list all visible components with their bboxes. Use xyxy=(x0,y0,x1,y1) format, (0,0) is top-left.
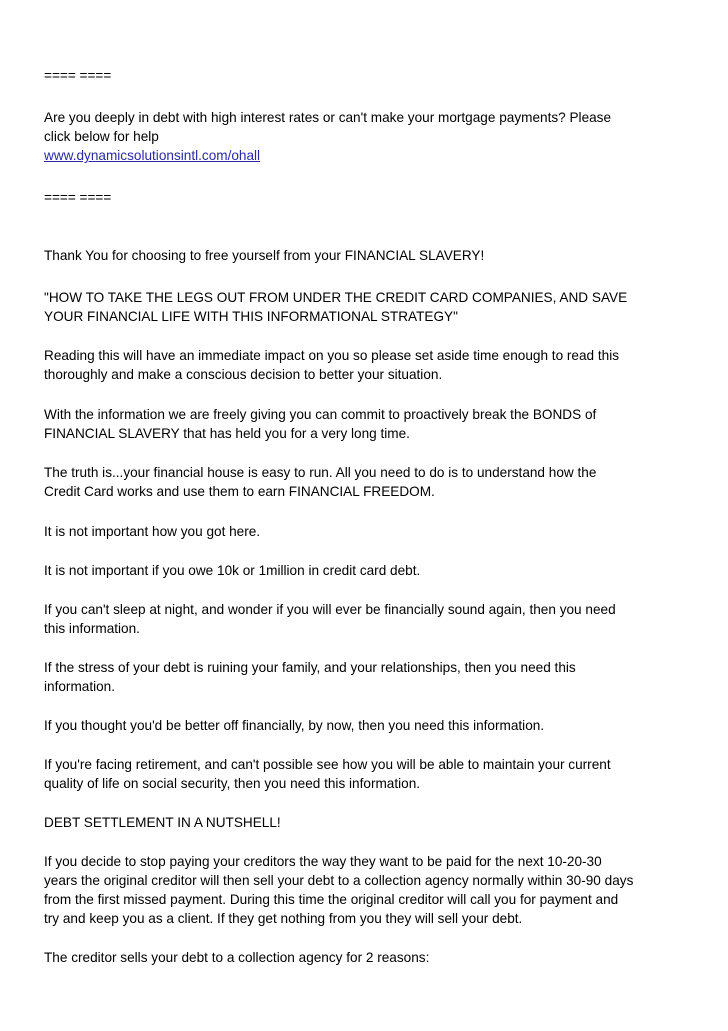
paragraph-1-line-2: thoroughly and make a conscious decision to better your situation. xyxy=(44,367,443,382)
paragraph-8: If you thought you'd be better off financially, by now, then you need this information. xyxy=(44,718,545,733)
headline-line-2: YOUR FINANCIAL LIFE WITH THIS INFORMATIONAL STRATEGY" xyxy=(44,309,458,324)
paragraph-10-line-1: If you decide to stop paying your creditors the way they want to be paid for the next 10-20-30 xyxy=(44,854,602,869)
help-link[interactable]: www.dynamicsolutionsintl.com/ohall xyxy=(44,148,261,163)
headline-line-1: "HOW TO TAKE THE LEGS OUT FROM UNDER THE CREDIT CARD COMPANIES, AND SAVE xyxy=(44,290,628,305)
paragraph-3-line-1: The truth is...your financial house is easy to run. All you need to do is to understand how the xyxy=(44,465,597,480)
paragraph-6-line-1: If you can't sleep at night, and wonder if you will ever be financially sound again, then you need xyxy=(44,602,616,617)
paragraph-11: The creditor sells your debt to a collection agency for 2 reasons: xyxy=(44,950,430,965)
paragraph-4: It is not important how you got here. xyxy=(44,524,261,539)
paragraph-7-line-1: If the stress of your debt is ruining your family, and your relationships, then you need this xyxy=(44,660,576,675)
paragraph-7-line-2: information. xyxy=(44,679,116,694)
separator-top: ==== ==== xyxy=(44,68,112,83)
paragraph-9-line-2: quality of life on social security, then you need this information. xyxy=(44,776,421,791)
paragraph-10-line-3: from the first missed payment. During this time the original creditor will call you for payment and xyxy=(44,892,619,907)
paragraph-10-line-2: years the original creditor will then sell your debt to a collection agency normally within 30-90 days xyxy=(44,873,634,888)
paragraph-3-line-2: Credit Card works and use them to earn FINANCIAL FREEDOM. xyxy=(44,484,435,499)
intro-text-line-1: Are you deeply in debt with high interest rates or can't make your mortgage payments? Please xyxy=(44,110,612,125)
section-heading: DEBT SETTLEMENT IN A NUTSHELL! xyxy=(44,815,281,830)
paragraph-2-line-1: With the information we are freely giving you can commit to proactively break the BONDS of xyxy=(44,407,597,422)
paragraph-9-line-1: If you're facing retirement, and can't possible see how you will be able to maintain your current xyxy=(44,757,611,772)
thank-you-text: Thank You for choosing to free yourself from your FINANCIAL SLAVERY! xyxy=(44,248,485,263)
paragraph-6-line-2: this information. xyxy=(44,621,140,636)
paragraph-2-line-2: FINANCIAL SLAVERY that has held you for a very long time. xyxy=(44,426,410,441)
intro-text-line-2: click below for help xyxy=(44,129,159,144)
separator-bottom: ==== ==== xyxy=(44,190,112,205)
paragraph-5: It is not important if you owe 10k or 1million in credit card debt. xyxy=(44,563,421,578)
paragraph-1-line-1: Reading this will have an immediate impact on you so please set aside time enough to read this xyxy=(44,348,620,363)
paragraph-10-line-4: try and keep you as a client. If they get nothing from you they will sell your debt. xyxy=(44,911,523,926)
